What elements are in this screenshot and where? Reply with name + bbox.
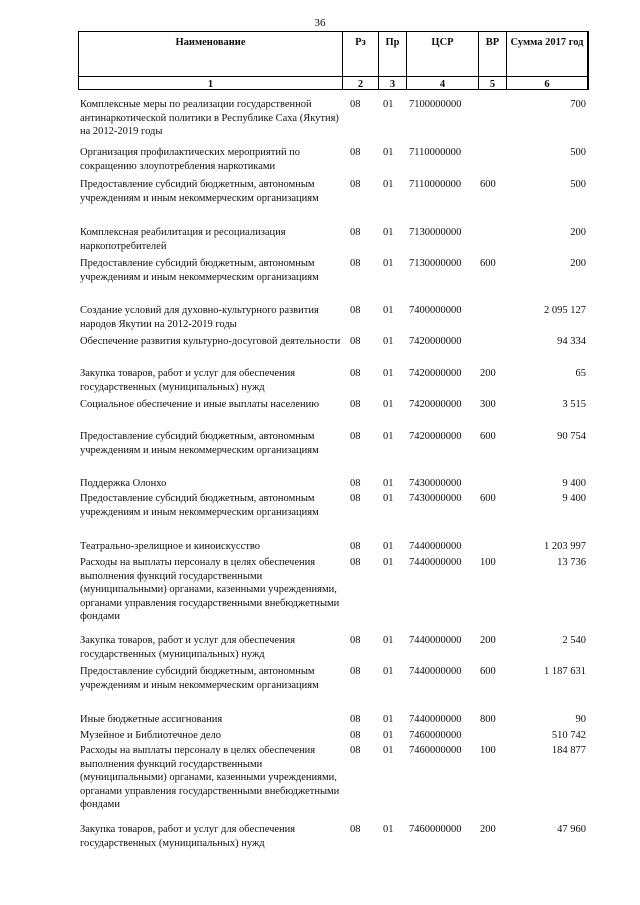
row-csr: 7420000000: [409, 336, 462, 347]
row-csr: 7440000000: [409, 541, 462, 552]
row-pr: 01: [383, 541, 394, 552]
row-csr: 7460000000: [409, 745, 462, 756]
row-csr: 7440000000: [409, 635, 462, 646]
row-csr: 7430000000: [409, 478, 462, 489]
row-pr: 01: [383, 635, 394, 646]
row-name: Предоставление субсидий бюджетным, автономным учреждениям и иным некоммерческим организациям: [80, 258, 319, 283]
row-vr: 600: [480, 258, 496, 269]
row-pr: 01: [383, 179, 394, 190]
row-sum: 90 754: [557, 431, 586, 442]
row-vr: 100: [480, 745, 496, 756]
row-csr: 7100000000: [409, 99, 462, 110]
row-vr: 800: [480, 714, 496, 725]
row-pr: 01: [383, 305, 394, 316]
row-vr: 200: [480, 635, 496, 646]
header-vr: ВР: [485, 37, 500, 48]
row-csr: 7400000000: [409, 305, 462, 316]
row-vr: 200: [480, 824, 496, 835]
row-sum: 200: [570, 258, 586, 269]
row-sum: 1 187 631: [544, 666, 586, 677]
row-sum: 500: [570, 179, 586, 190]
row-name: Поддержка Олонхо: [80, 478, 167, 489]
row-rz: 08: [350, 493, 361, 504]
row-name: Музейное и Библиотечное дело: [80, 730, 222, 741]
row-pr: 01: [383, 493, 394, 504]
column-number-2: 2: [357, 79, 364, 90]
header-pr: Пр: [385, 37, 400, 48]
row-name: Комплексная реабилитация и ресоциализация наркопотребителей: [80, 227, 286, 252]
row-csr: 7420000000: [409, 431, 462, 442]
row-rz: 08: [350, 227, 361, 238]
row-vr: 300: [480, 399, 496, 410]
row-csr: 7130000000: [409, 258, 462, 269]
row-csr: 7110000000: [409, 147, 462, 158]
row-name: Предоставление субсидий бюджетным, автономным учреждениям и иным некоммерческим организациям: [80, 431, 319, 456]
row-rz: 08: [350, 730, 361, 741]
row-pr: 01: [383, 336, 394, 347]
row-rz: 08: [350, 99, 361, 110]
row-name: Предоставление субсидий бюджетным, автономным учреждениям и иным некоммерческим организациям: [80, 179, 319, 204]
row-csr: 7440000000: [409, 666, 462, 677]
row-csr: 7440000000: [409, 557, 462, 568]
row-sum: 1 203 997: [544, 541, 586, 552]
row-sum: 200: [570, 227, 586, 238]
row-rz: 08: [350, 541, 361, 552]
row-rz: 08: [350, 399, 361, 410]
row-rz: 08: [350, 478, 361, 489]
row-sum: 2 095 127: [544, 305, 586, 316]
row-sum: 2 540: [562, 635, 586, 646]
column-number-1: 1: [207, 79, 214, 90]
header-name: Наименование: [175, 37, 246, 48]
row-sum: 47 960: [557, 824, 586, 835]
row-vr: 600: [480, 666, 496, 677]
row-name: Предоставление субсидий бюджетным, автономным учреждениям и иным некоммерческим организациям: [80, 493, 319, 518]
row-vr: 100: [480, 557, 496, 568]
row-sum: 90: [575, 714, 586, 725]
row-sum: 184 877: [551, 745, 586, 756]
row-rz: 08: [350, 635, 361, 646]
row-sum: 510 742: [551, 730, 586, 741]
row-vr: 600: [480, 179, 496, 190]
row-pr: 01: [383, 368, 394, 379]
row-name: Предоставление субсидий бюджетным, автономным учреждениям и иным некоммерческим организациям: [80, 666, 319, 691]
row-name: Создание условий для духовно-культурного развития народов Якутии на 2012-2019 годы: [80, 305, 319, 330]
column-number-6: 6: [544, 79, 550, 90]
row-pr: 01: [383, 227, 394, 238]
row-rz: 08: [350, 147, 361, 158]
row-name: Расходы на выплаты персоналу в целях обеспечения выполнения функций государственными (муниципальными) органами, казенными учреждениями, органами управления государственными внебюджетными фондами: [80, 557, 340, 622]
row-name: Закупка товаров, работ и услуг для обеспечения государственных (муниципальных) нужд: [80, 368, 296, 393]
row-pr: 01: [383, 745, 394, 756]
row-vr: 200: [480, 368, 496, 379]
row-pr: 01: [383, 714, 394, 725]
row-name: Иные бюджетные ассигнования: [80, 714, 223, 725]
row-csr: 7430000000: [409, 493, 462, 504]
row-name: Организация профилактических мероприятий по сокращению злоупотребления наркотиками: [80, 147, 301, 172]
row-rz: 08: [350, 666, 361, 677]
row-rz: 08: [350, 179, 361, 190]
row-vr: 600: [480, 431, 496, 442]
row-csr: 7460000000: [409, 824, 462, 835]
row-sum: 9 400: [562, 478, 586, 489]
row-sum: 65: [575, 368, 586, 379]
row-name: Социальное обеспечение и иные выплаты населению: [80, 399, 320, 410]
header-csr: ЦСР: [431, 37, 454, 48]
row-pr: 01: [383, 666, 394, 677]
row-rz: 08: [350, 368, 361, 379]
row-csr: 7440000000: [409, 714, 462, 725]
row-rz: 08: [350, 336, 361, 347]
row-sum: 500: [570, 147, 586, 158]
row-name: Закупка товаров, работ и услуг для обеспечения государственных (муниципальных) нужд: [80, 824, 296, 849]
row-name: Обеспечение развития культурно-досуговой деятельности: [80, 336, 341, 347]
row-pr: 01: [383, 147, 394, 158]
row-pr: 01: [383, 824, 394, 835]
row-rz: 08: [350, 714, 361, 725]
row-sum: 700: [570, 99, 586, 110]
row-csr: 7110000000: [409, 179, 462, 190]
row-rz: 08: [350, 258, 361, 269]
row-rz: 08: [350, 431, 361, 442]
row-pr: 01: [383, 730, 394, 741]
column-number-4: 4: [439, 79, 446, 90]
row-csr: 7420000000: [409, 368, 462, 379]
row-pr: 01: [383, 431, 394, 442]
header-sum: Сумма 2017 год: [510, 37, 584, 48]
row-rz: 08: [350, 305, 361, 316]
row-csr: 7420000000: [409, 399, 462, 410]
row-sum: 94 334: [557, 336, 586, 347]
row-pr: 01: [383, 99, 394, 110]
row-sum: 9 400: [562, 493, 586, 504]
header-rz: Рз: [355, 37, 366, 48]
row-csr: 7460000000: [409, 730, 462, 741]
row-csr: 7130000000: [409, 227, 462, 238]
row-name: Театрально-зрелищное и киноискусство: [80, 541, 260, 552]
row-name: Комплексные меры по реализации государственной антинаркотической политики в Республике Саха (Якутия) на 2012-2019 годы: [80, 99, 339, 137]
row-rz: 08: [350, 824, 361, 835]
row-name: Расходы на выплаты персоналу в целях обеспечения выполнения функций государственными (муниципальными) органами, казенными учреждениями, органами управления государственными внебюджетными фондами: [80, 745, 340, 810]
row-vr: 600: [480, 493, 496, 504]
row-pr: 01: [383, 258, 394, 269]
row-pr: 01: [383, 557, 394, 568]
page-number: 36: [314, 17, 326, 29]
row-rz: 08: [350, 557, 361, 568]
row-name: Закупка товаров, работ и услуг для обеспечения государственных (муниципальных) нужд: [80, 635, 296, 660]
column-number-5: 5: [489, 79, 496, 90]
column-number-3: 3: [389, 79, 396, 90]
row-rz: 08: [350, 745, 361, 756]
row-pr: 01: [383, 399, 394, 410]
row-sum: 13 736: [557, 557, 586, 568]
row-pr: 01: [383, 478, 394, 489]
row-sum: 3 515: [562, 399, 586, 410]
